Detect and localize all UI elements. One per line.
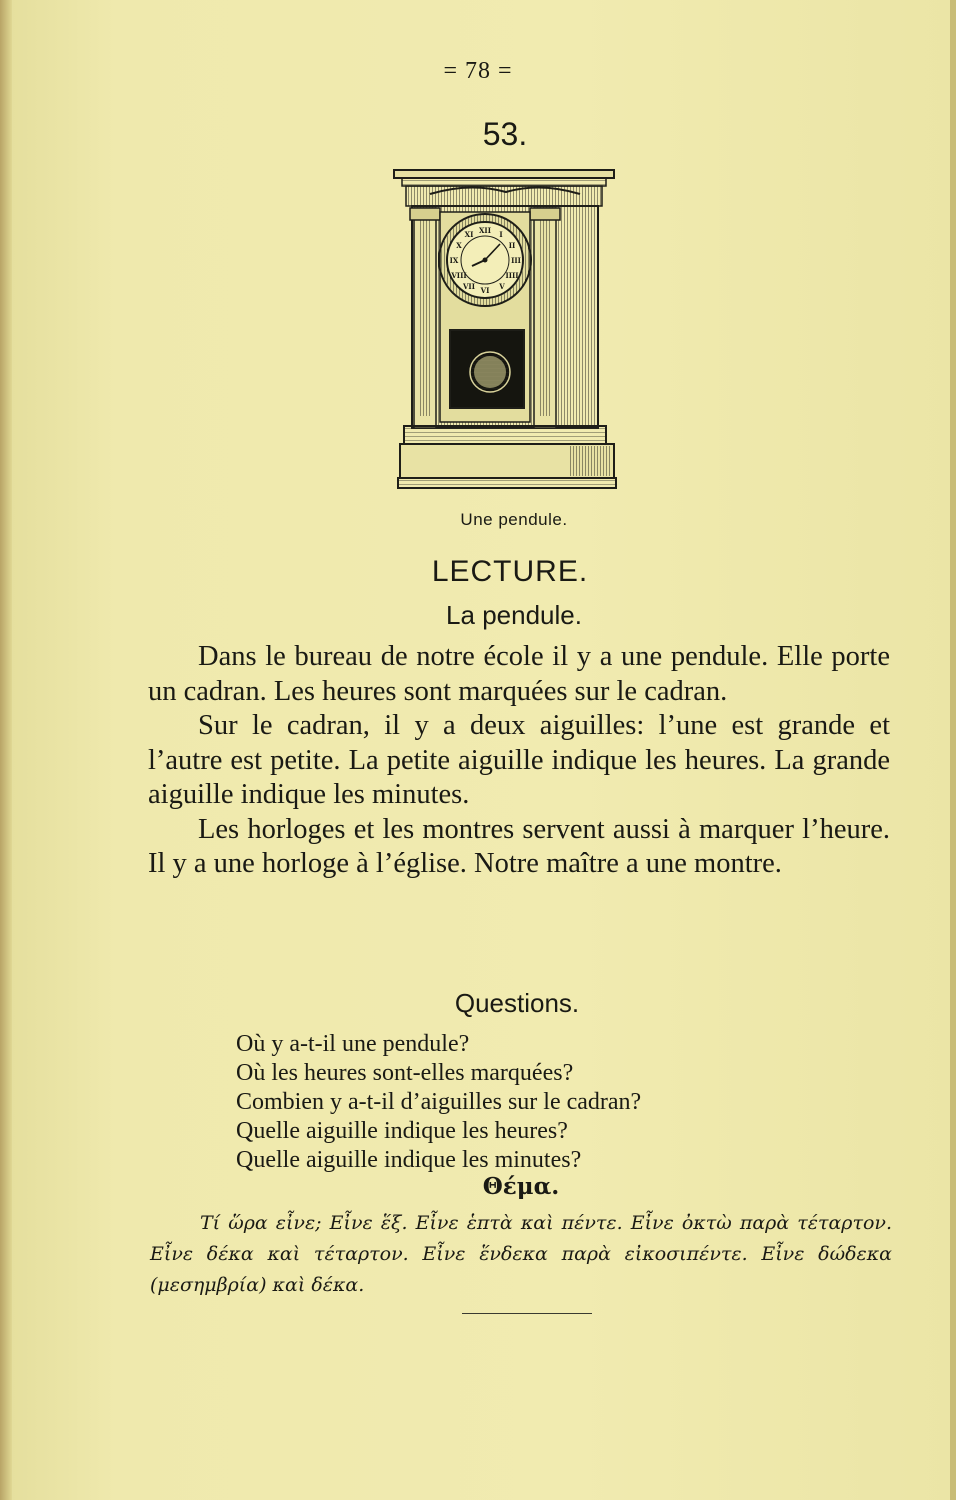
svg-text:XI: XI [464, 230, 474, 239]
question-item: Quelle aiguille indique les heures? [236, 1118, 568, 1144]
reading-paragraph: Les horloges et les montres servent aussi à marquer l’heure. Il y a une horloge à l’église. Notre maître a une montre. [148, 813, 890, 879]
question-item: Où les heures sont-elles marquées? [236, 1060, 574, 1086]
svg-text:VIII: VIII [451, 271, 467, 280]
lesson-number: 53. [482, 116, 528, 152]
svg-text:II: II [508, 241, 516, 250]
svg-text:I: I [499, 230, 503, 239]
svg-text:III: III [511, 256, 521, 265]
question-item: Quelle aiguille indique les minutes? [236, 1147, 582, 1173]
svg-text:X: X [456, 241, 462, 250]
reading-paragraph: Dans le bureau de notre école il y a une pendule. Elle porte un cadran. Les heures sont marquées sur le cadran. [148, 641, 890, 707]
svg-text:VII: VII [463, 282, 475, 291]
page-edge-right [950, 0, 956, 1500]
svg-text:XII: XII [479, 226, 491, 235]
theme-title: Θέμα. [482, 1173, 560, 1200]
page-edge-left [0, 0, 12, 1500]
svg-text:VI: VI [480, 286, 490, 295]
illustration-caption: Une pendule. [460, 510, 568, 529]
question-item: Combien y a-t-il d’aiguilles sur le cadran? [236, 1089, 642, 1115]
section-heading: LECTURE. [431, 555, 589, 588]
questions-title: Questions. [454, 988, 580, 1018]
reading-paragraph: Sur le cadran, il y a deux aiguilles: l’une est grande et l’autre est petite. La petite aiguille indique les heures. La grande aiguille indique les minutes. [148, 710, 890, 810]
questions-list [236, 1030, 836, 1175]
reading-text [148, 640, 890, 882]
question-item: Où y a-t-il une pendule? [236, 1031, 470, 1057]
svg-text:IIII: IIII [505, 271, 519, 280]
theme-text: Τί ὥρα εἶνε; Εἶνε ἕξ. Εἶνε ἑπτὰ καὶ πέντε. Εἶνε ὀκτὼ παρὰ τέταρτον. Εἶνε δέκα καὶ τέταρτον. Εἶνε ἕνδεκα παρὰ εἰκοσιπέντε. Εἶνε δώδεκα (μεσημβρία) καὶ δέκα. [150, 1212, 892, 1296]
page-number: = 78 = [443, 58, 513, 84]
pendulum-clock-icon [390, 168, 622, 494]
svg-text:V: V [499, 282, 505, 291]
reading-title: La pendule. [446, 600, 582, 630]
end-divider [462, 1313, 592, 1314]
svg-text:IX: IX [449, 256, 459, 265]
